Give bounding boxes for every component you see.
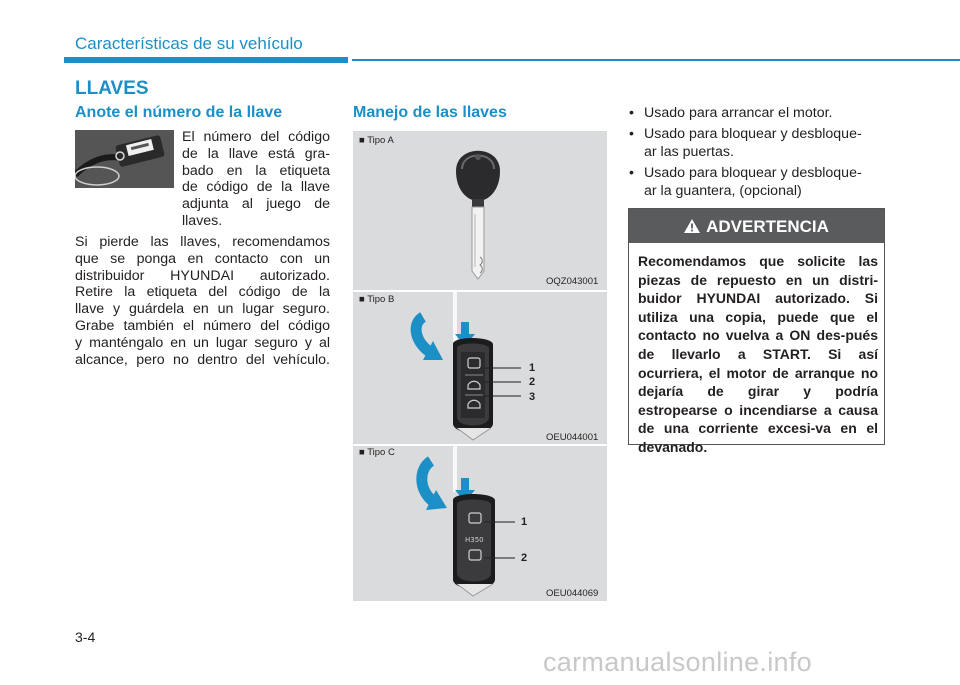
warning-box: [628, 208, 885, 455]
body-line: llave y guárdela en un lugar seguro.: [75, 301, 330, 318]
bullet-line: Usado para arrancar el motor.: [644, 105, 833, 121]
key-tag-photo: [75, 130, 174, 188]
bullet-list: [628, 104, 888, 200]
left-heading: Anote el número de la llave: [75, 104, 283, 121]
intro-paragraph: [182, 129, 330, 230]
blade-key-icon: [448, 139, 508, 289]
figure-code: OEU044069: [546, 588, 599, 599]
panel-label: ■ Tipo B: [359, 294, 395, 305]
intro-line: bado en la etiqueta: [182, 162, 330, 179]
flip-key-illustration: [353, 446, 607, 601]
bullet-line: ar las puertas.: [644, 144, 734, 160]
callout-number: 2: [529, 376, 536, 388]
flip-key-illustration: [353, 292, 607, 445]
section-header: Características de su vehículo: [75, 34, 303, 53]
bullet-line: ar la guantera, (opcional): [644, 183, 802, 199]
warning-header: [629, 209, 884, 243]
svg-text:H350: H350: [465, 536, 484, 544]
intro-line: El número del código: [182, 129, 330, 145]
bullet-item: • Usado para bloquear y desbloque- ar la guantera, (opcional): [628, 164, 888, 200]
intro-line: adjunta al juego de: [182, 196, 330, 213]
page-number: 3-4: [75, 629, 96, 645]
panel-label: ■ Tipo C: [359, 447, 395, 458]
panel-label: ■ Tipo A: [359, 135, 394, 146]
body-line: Retire la etiqueta del código de la: [75, 284, 330, 301]
callout-number: 1: [521, 516, 528, 528]
bullet-item: • Usado para arrancar el motor.: [628, 104, 888, 122]
figure-code: OQZ043001: [546, 276, 599, 287]
header-rule-thick: [64, 57, 348, 63]
callout-number: 1: [529, 362, 536, 374]
key-panel-type-b: [353, 292, 607, 445]
middle-heading: Manejo de las llaves: [353, 104, 507, 121]
body-line: y manténgalo en un lugar seguro y al: [75, 334, 330, 351]
intro-line: de código de la llave: [182, 179, 330, 196]
page-title: LLAVES: [75, 78, 149, 99]
watermark: carmanualsonline.info: [543, 647, 812, 677]
bullet-line: Usado para bloquear y desbloque-: [644, 165, 862, 181]
intro-line: llaves.: [182, 212, 223, 229]
callout-number: 2: [521, 552, 528, 564]
header-rule-thin: [352, 59, 960, 61]
body-line: Grabe también el número del código: [75, 317, 330, 334]
bullet-line: Usado para bloquear y desbloque-: [644, 126, 862, 142]
intro-line: de la llave está gra-: [182, 145, 330, 162]
body-line: alcance, pero no dentro del vehículo.: [75, 351, 330, 368]
body-line: Si pierde las llaves, recomendamos: [75, 234, 330, 250]
body-line: que se ponga en contacto con un: [75, 250, 330, 267]
body-line: distribuidor HYUNDAI autorizado.: [75, 267, 330, 284]
bullet-item: • Usado para bloquear y desbloque- ar las puertas.: [628, 125, 888, 161]
key-panel-type-a: [353, 131, 607, 291]
figure-code: OEU044001: [546, 432, 599, 443]
key-panel-type-c: [353, 446, 607, 601]
body-paragraph: [75, 234, 330, 368]
warning-text: Recomendamos que solicite las piezas de repuesto en un distri-buidor HYUNDAI autorizado. Si utiliza una copia, puede que el contacto no vuelva a ON des-pués de llevarlo a START. Si así ocurriera, el motor de arranque no dejaría de girar y podría estropearse o incendiarse a causa de una corriente excesi-va en el devanado.: [638, 253, 878, 455]
warning-title: ADVERTENCIA: [706, 217, 829, 236]
warning-triangle-icon: [684, 219, 700, 233]
callout-number: 3: [529, 391, 536, 403]
